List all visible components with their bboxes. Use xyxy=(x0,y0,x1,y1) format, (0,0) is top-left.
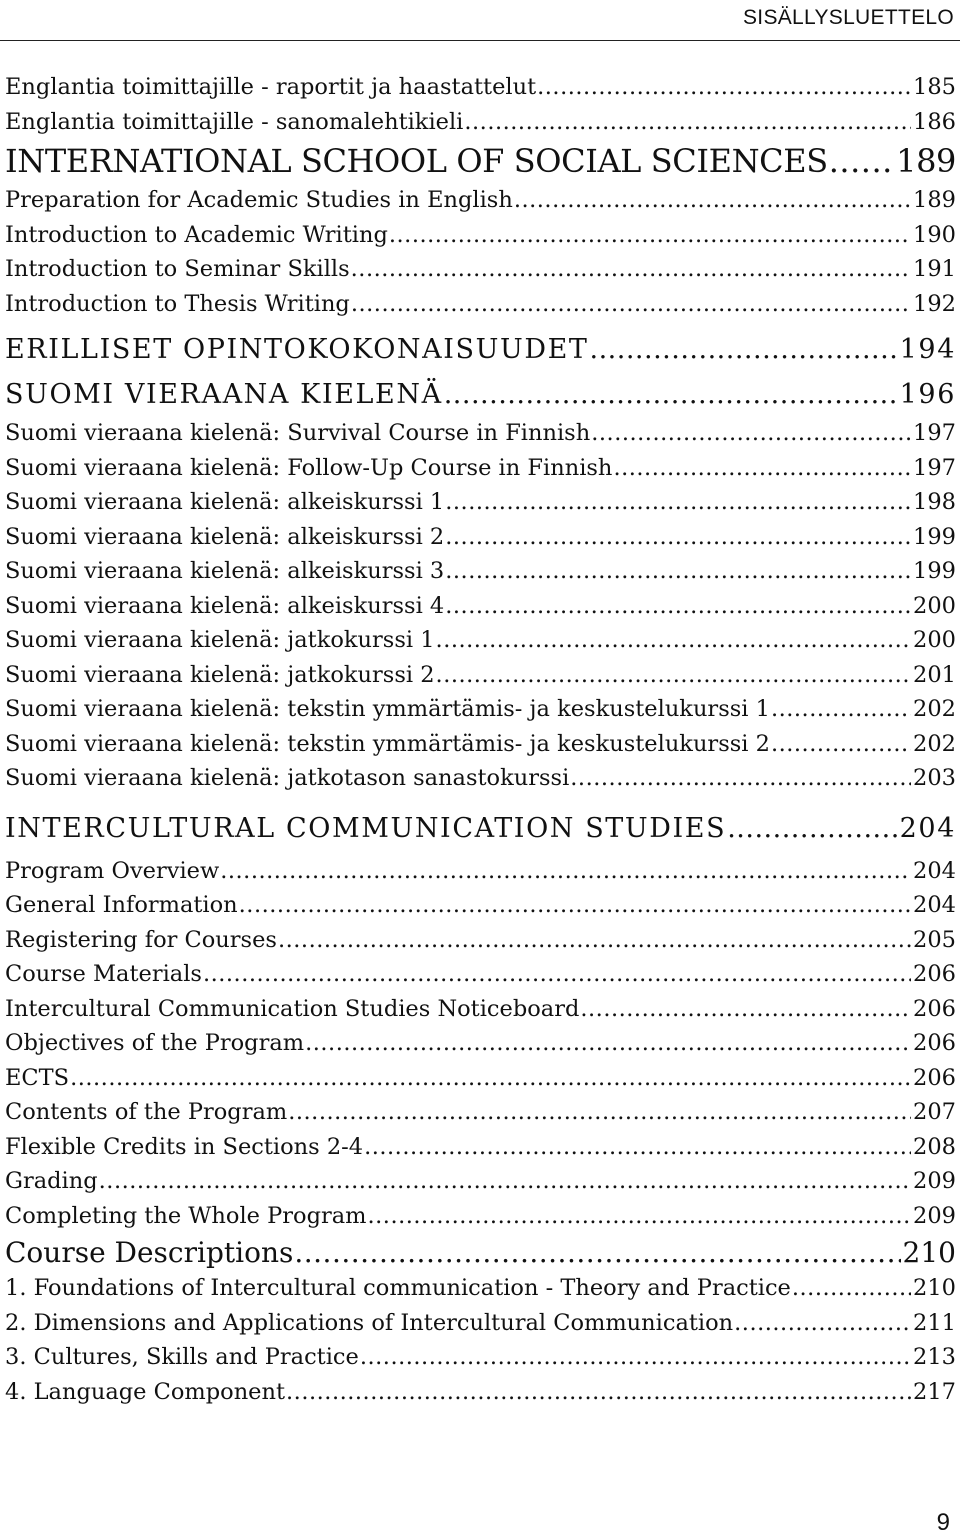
toc-dot-leader xyxy=(464,105,911,140)
toc-entry-title: Suomi vieraana kielenä: Follow-Up Course in Finnish xyxy=(5,454,613,481)
toc-entry[interactable] xyxy=(5,923,956,958)
toc-entry-page: 210 xyxy=(902,1236,956,1269)
toc-entry-page: 204 xyxy=(913,857,956,884)
toc-entry-title: Suomi vieraana kielenä: alkeiskurssi 1 xyxy=(5,489,445,515)
toc-dot-leader xyxy=(771,692,911,727)
toc-dot-leader xyxy=(829,139,894,183)
toc-dot-leader xyxy=(286,1375,911,1410)
toc-entry[interactable] xyxy=(5,623,956,658)
toc-entry[interactable] xyxy=(5,888,956,923)
toc-entry-title: Suomi vieraana kielenä: alkeiskurssi 4 xyxy=(5,592,445,619)
toc-entry-page: 200 xyxy=(913,592,956,619)
toc-entry-title: Suomi vieraana kielenä: jatkokurssi 1 xyxy=(5,627,435,653)
toc-entry-title: Suomi vieraana kielenä: Survival Course in Finnish xyxy=(5,420,591,446)
toc-entry[interactable] xyxy=(5,485,956,520)
toc-entry[interactable] xyxy=(5,957,956,992)
toc-entry[interactable] xyxy=(5,692,956,727)
toc-entry-page: 202 xyxy=(913,730,956,757)
toc-entry-page: 202 xyxy=(913,696,956,722)
toc-entry-title: Suomi vieraana kielenä: alkeiskurssi 3 xyxy=(5,558,445,584)
toc-entry-title: SUOMI VIERAANA KIELENÄ xyxy=(5,379,443,410)
toc-dot-leader xyxy=(389,218,911,253)
toc-dot-leader xyxy=(305,1026,911,1061)
toc-entry-title: Englantia toimittajille - sanomalehtikieli xyxy=(5,108,464,135)
toc-dot-leader xyxy=(351,287,911,322)
toc-entry-page: 206 xyxy=(913,961,956,987)
toc-entry-page: 191 xyxy=(913,256,956,282)
toc-entry[interactable] xyxy=(5,1375,956,1410)
toc-entry-title: Flexible Credits in Sections 2-4 xyxy=(5,1133,364,1160)
toc-dot-leader xyxy=(203,957,911,992)
toc-entry[interactable] xyxy=(5,992,956,1027)
toc-entry[interactable] xyxy=(5,1340,956,1375)
toc-entry-title: Contents of the Program xyxy=(5,1099,288,1125)
toc-entry[interactable] xyxy=(5,139,956,183)
toc-entry-title: Preparation for Academic Studies in English xyxy=(5,187,513,213)
toc-dot-leader xyxy=(364,1130,911,1165)
toc-entry-page: 217 xyxy=(913,1378,956,1405)
toc-entry-title: Completing the Whole Program xyxy=(5,1202,367,1229)
toc-dot-leader xyxy=(436,623,912,658)
toc-entry[interactable] xyxy=(5,451,956,486)
toc-entry-page: 186 xyxy=(913,108,956,135)
toc-entry-page: 194 xyxy=(899,334,956,365)
toc-entry-page: 192 xyxy=(913,290,956,317)
toc-entry[interactable] xyxy=(5,1095,956,1130)
toc-entry-page: 213 xyxy=(913,1344,956,1370)
toc-entry-page: 198 xyxy=(913,489,956,515)
toc-entry-page: 208 xyxy=(913,1133,956,1160)
toc-entry-title: Introduction to Academic Writing xyxy=(5,221,388,248)
toc-entry-title: Registering for Courses xyxy=(5,926,277,953)
toc-entry-title: Grading xyxy=(5,1168,98,1194)
toc-entry-page: 204 xyxy=(913,892,956,918)
toc-entry-page: 189 xyxy=(896,142,956,180)
toc-dot-leader xyxy=(360,1340,911,1375)
toc-entry-page: 199 xyxy=(913,558,956,584)
toc-entry[interactable] xyxy=(5,1306,956,1341)
toc-dot-leader xyxy=(351,252,911,287)
toc-dot-leader xyxy=(445,520,911,555)
toc-dot-leader xyxy=(771,727,911,762)
table-of-contents xyxy=(5,70,956,1409)
toc-entry[interactable] xyxy=(5,321,956,373)
toc-entry-page: 197 xyxy=(913,420,956,446)
toc-entry-page: 206 xyxy=(913,1064,956,1091)
toc-dot-leader xyxy=(70,1061,911,1096)
toc-entry-page: 201 xyxy=(913,661,956,688)
toc-dot-leader xyxy=(734,1306,911,1341)
toc-entry-title: Suomi vieraana kielenä: jatkotason sanastokurssi xyxy=(5,765,570,791)
toc-entry[interactable] xyxy=(5,105,956,140)
toc-entry[interactable] xyxy=(5,183,956,218)
running-header: SISÄLLYSLUETTELO xyxy=(743,6,954,29)
toc-entry-page: 196 xyxy=(899,379,956,410)
toc-entry-title: Course Descriptions xyxy=(5,1236,294,1269)
toc-dot-leader xyxy=(436,658,912,693)
toc-entry[interactable] xyxy=(5,1164,956,1199)
toc-entry[interactable] xyxy=(5,727,956,762)
toc-entry-title: Program Overview xyxy=(5,857,220,884)
toc-entry-page: 207 xyxy=(913,1099,956,1125)
toc-dot-leader xyxy=(444,373,898,416)
toc-entry-page: 204 xyxy=(899,812,956,844)
toc-entry[interactable] xyxy=(5,658,956,693)
toc-entry[interactable] xyxy=(5,520,956,555)
toc-entry-page: 206 xyxy=(913,1030,956,1056)
toc-entry-page: 199 xyxy=(913,523,956,550)
toc-dot-leader xyxy=(367,1199,911,1234)
toc-entry-title: 2. Dimensions and Applications of Intercultural Communication xyxy=(5,1309,734,1336)
toc-dot-leader xyxy=(537,70,911,105)
toc-entry-page: 197 xyxy=(913,454,956,481)
toc-entry-title: 1. Foundations of Intercultural communication - Theory and Practice xyxy=(5,1275,791,1301)
page-number: 9 xyxy=(936,1509,950,1536)
toc-dot-leader xyxy=(590,321,898,379)
toc-dot-leader xyxy=(220,854,911,889)
toc-dot-leader xyxy=(792,1271,911,1306)
toc-entry-title: General Information xyxy=(5,892,238,918)
toc-entry-title: INTERNATIONAL SCHOOL OF SOCIAL SCIENCES xyxy=(5,142,828,180)
toc-entry-title: Suomi vieraana kielenä: alkeiskurssi 2 xyxy=(5,523,445,550)
toc-dot-leader xyxy=(278,923,911,958)
toc-entry-title: Suomi vieraana kielenä: jatkokurssi 2 xyxy=(5,661,435,688)
toc-entry-title: 4. Language Component xyxy=(5,1378,286,1405)
toc-dot-leader xyxy=(99,1164,911,1199)
toc-entry[interactable] xyxy=(5,287,956,322)
toc-entry-page: 200 xyxy=(913,627,956,653)
toc-entry-title: 3. Cultures, Skills and Practice xyxy=(5,1344,359,1370)
toc-entry[interactable] xyxy=(5,1199,956,1234)
toc-entry-title: Objectives of the Program xyxy=(5,1030,305,1056)
toc-dot-leader xyxy=(445,589,911,624)
toc-entry[interactable] xyxy=(5,1233,956,1271)
toc-dot-leader xyxy=(580,992,911,1027)
toc-entry[interactable] xyxy=(5,70,956,105)
toc-entry[interactable] xyxy=(5,1026,956,1061)
toc-dot-leader xyxy=(294,1233,900,1273)
toc-entry-title: INTERCULTURAL COMMUNICATION STUDIES xyxy=(5,812,727,844)
toc-entry[interactable] xyxy=(5,416,956,451)
toc-dot-leader xyxy=(288,1095,911,1130)
toc-entry[interactable] xyxy=(5,252,956,287)
toc-entry-page: 189 xyxy=(913,187,956,213)
toc-entry-title: Suomi vieraana kielenä: tekstin ymmärtämis- ja keskustelukurssi 2 xyxy=(5,730,770,757)
toc-entry[interactable] xyxy=(5,589,956,624)
toc-entry[interactable] xyxy=(5,1271,956,1306)
toc-dot-leader xyxy=(445,485,911,520)
toc-entry[interactable] xyxy=(5,854,956,889)
toc-entry-title: ERILLISET OPINTOKOKONAISUUDET xyxy=(5,334,589,365)
toc-entry-title: Englantia toimittajille - raportit ja haastattelut xyxy=(5,74,537,100)
toc-entry-page: 209 xyxy=(913,1202,956,1229)
toc-entry-title: Course Materials xyxy=(5,961,202,987)
toc-dot-leader xyxy=(591,416,911,451)
toc-entry[interactable] xyxy=(5,373,956,416)
toc-entry-page: 185 xyxy=(913,74,956,100)
toc-dot-leader xyxy=(239,888,911,923)
toc-entry-page: 206 xyxy=(913,995,956,1022)
toc-entry-page: 203 xyxy=(913,765,956,791)
toc-entry-title: Suomi vieraana kielenä: tekstin ymmärtämis- ja keskustelukurssi 1 xyxy=(5,696,770,722)
toc-entry-page: 205 xyxy=(913,926,956,953)
toc-dot-leader xyxy=(727,796,897,862)
toc-entry-page: 210 xyxy=(913,1275,956,1301)
toc-entry[interactable] xyxy=(5,218,956,253)
toc-entry[interactable] xyxy=(5,1061,956,1096)
toc-dot-leader xyxy=(514,183,911,218)
toc-dot-leader xyxy=(570,761,911,796)
toc-entry-title: Introduction to Seminar Skills xyxy=(5,256,350,282)
toc-dot-leader xyxy=(445,554,911,589)
toc-entry[interactable] xyxy=(5,796,956,854)
toc-entry-page: 209 xyxy=(913,1168,956,1194)
toc-entry-title: ECTS xyxy=(5,1064,70,1091)
toc-entry-title: Intercultural Communication Studies Noticeboard xyxy=(5,995,580,1022)
toc-entry[interactable] xyxy=(5,554,956,589)
toc-entry[interactable] xyxy=(5,761,956,796)
toc-entry[interactable] xyxy=(5,1130,956,1165)
toc-entry-page: 211 xyxy=(913,1309,956,1336)
toc-dot-leader xyxy=(613,451,911,486)
toc-entry-page: 190 xyxy=(913,221,956,248)
toc-entry-title: Introduction to Thesis Writing xyxy=(5,290,350,317)
header-rule xyxy=(0,40,960,41)
